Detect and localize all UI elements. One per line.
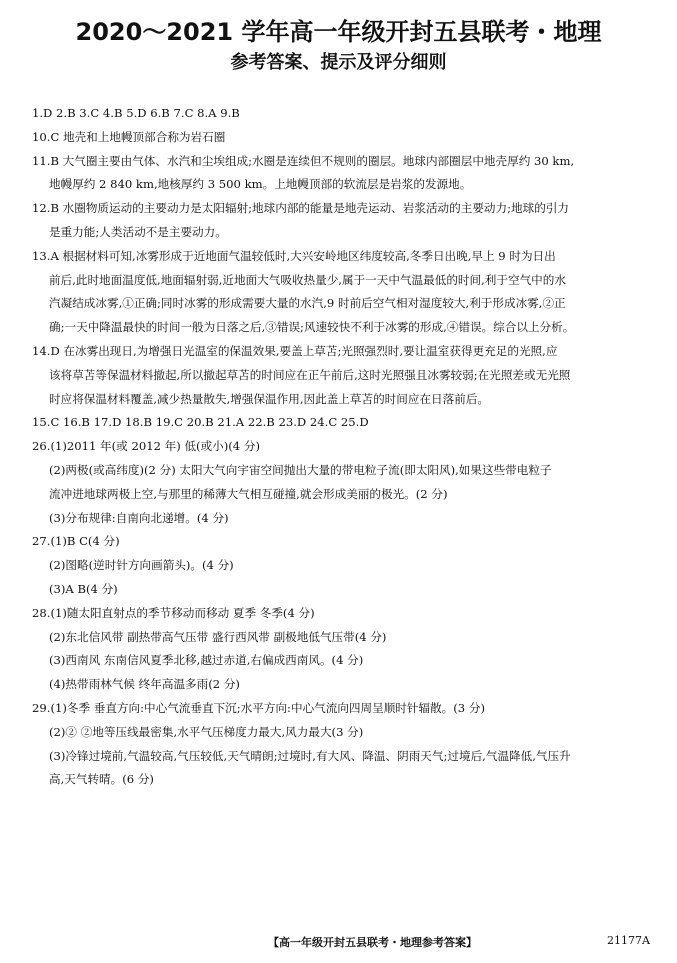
- answer-line: 29.(1)冬季 垂直方向:中心气流垂直下沉;水平方向:中心气流向四周呈顺时针辐散。(3 分): [32, 700, 485, 715]
- answer-line: (2)图略(逆时针方向画箭头)。(4 分): [49, 558, 234, 573]
- answer-line: (3)西南风 东南信风夏季北移,越过赤道,右偏成西南风。(4 分): [49, 653, 364, 668]
- footer-title: 【高一年级开封五县联考・地理参考答案】: [268, 936, 477, 949]
- answer-line: 26.(1)2011 年(或 2012 年) 低(或小)(4 分): [32, 439, 260, 454]
- answer-line: 前后,此时地面温度低,地面辐射弱,近地面大气吸收热量少,属于一天中气温最低的时间,利于空气中的水: [49, 272, 566, 287]
- answer-line: (3)A B(4 分): [49, 581, 118, 596]
- answer-line: 是重力能;人类活动不是主要动力。: [49, 224, 227, 239]
- answer-line: 27.(1)B C(4 分): [32, 534, 120, 549]
- answer-line: 11.B 大气圈主要由气体、水汽和尘埃组成;水圈是连续但不规则的圈层。地球内部圈层中地壳厚约 30 km,: [32, 153, 575, 168]
- answer-line: 该将草苫等保温材料撤起,所以撤起草苫的时间应在正午前后,这时光照强且冰雾较弱;在光照差或无光照: [49, 367, 571, 382]
- answer-line: 地幔厚约 2 840 km,地核厚约 3 500 km。上地幔顶部的软流层是岩浆的发源地。: [49, 177, 472, 192]
- answer-line: 确;一天中降温最快的时间一般为日落之后,③错误;风速较快不利于冰雾的形成,④错误。综合以上分析。: [49, 320, 575, 335]
- answer-line: (3)冷锋过境前,气温较高,气压较低,天气晴朗;过境时,有大风、降温、阴雨天气;过境后,气温降低,气压升: [49, 748, 571, 763]
- answer-line: 1.D 2.B 3.C 4.B 5.D 6.B 7.C 8.A 9.B: [32, 106, 240, 120]
- answer-line: (2)② ②地等压线最密集,水平气压梯度力最大,风力最大(3 分): [49, 724, 364, 739]
- answer-line: 汽凝结成冰雾,①正确;同时冰雾的形成需要大量的水汽,9 时前后空气相对湿度较大,利于形成冰雾,②正: [49, 296, 566, 311]
- page-subtitle: 参考答案、提示及评分细则: [230, 52, 447, 73]
- answer-line: 10.C 地壳和上地幔顶部合称为岩石圈: [32, 129, 226, 144]
- answer-line: 13.A 根据材料可知,冰雾形成于近地面气温较低时,大兴安岭地区纬度较高,冬季日出晚,早上 9 时为日出: [32, 248, 556, 263]
- answer-line: 时应将保温材料覆盖,减少热量散失,增强保温作用,因此盖上草苫的时间应在日落前后。: [49, 391, 490, 406]
- footer-code: 21177A: [607, 934, 650, 947]
- answer-line: 15.C 16.B 17.D 18.B 19.C 20.B 21.A 22.B 23.D 24.C 25.D: [32, 415, 369, 430]
- answer-line: (2)两极(或高纬度)(2 分) 太阳大气向宇宙空间抛出大量的带电粒子流(即太阳风),如果这些带电粒子: [49, 462, 552, 477]
- answer-line: (4)热带雨林气候 终年高温多雨(2 分): [49, 677, 240, 692]
- answer-line: 高,天气转晴。(6 分): [49, 772, 154, 787]
- answer-line: 12.B 水圈物质运动的主要动力是太阳辐射;地球内部的能量是地壳运动、岩浆活动的主要动力;地球的引力: [32, 201, 569, 216]
- answer-line: (3)分布规律:自南向北递增。(4 分): [49, 510, 229, 525]
- answer-content: [32, 102, 656, 792]
- answer-line: (2)东北信风带 副热带高气压带 盛行西风带 副极地低气压带(4 分): [49, 629, 387, 644]
- page-title: 2020～2021 学年高一年级开封五县联考・地理: [75, 18, 602, 46]
- answer-line: 28.(1)随太阳直射点的季节移动而移动 夏季 冬季(4 分): [32, 605, 315, 620]
- answer-line: 流冲进地球两极上空,与那里的稀薄大气相互碰撞,就会形成美丽的极光。(2 分): [49, 486, 448, 501]
- answer-line: 14.D 在冰雾出现日,为增强日光温室的保温效果,要盖上草苫;光照强烈时,要让温室获得更充足的光照,应: [32, 343, 558, 358]
